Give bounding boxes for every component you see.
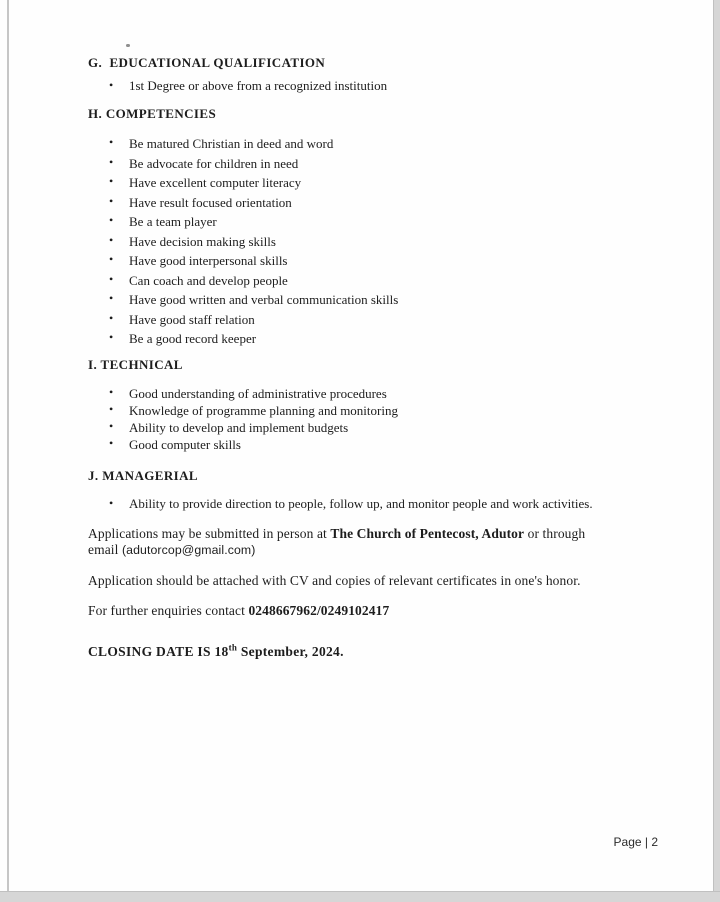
page-right-edge-strip bbox=[713, 0, 720, 902]
list-item-text: Ability to develop and implement budgets bbox=[129, 419, 349, 435]
bullet-icon: • bbox=[109, 232, 114, 247]
list-item bbox=[88, 419, 666, 436]
bullet-icon: • bbox=[109, 174, 114, 188]
managerial-list bbox=[88, 496, 666, 512]
bullet-icon: • bbox=[109, 135, 114, 149]
bullet-icon: • bbox=[109, 310, 114, 325]
list-item-text: Have good written and verbal communication skills bbox=[129, 292, 399, 307]
section-title: COMPETENCIES bbox=[105, 106, 217, 121]
submission-paragraph bbox=[88, 526, 666, 559]
list-item bbox=[88, 154, 666, 174]
page-bottom-edge-strip bbox=[0, 891, 720, 902]
section-title: EDUCATIONAL QUALIFICATION bbox=[109, 55, 326, 70]
closing-text-after: September, 2024. bbox=[237, 643, 344, 659]
technical-list bbox=[88, 385, 666, 453]
page-left-edge-line bbox=[7, 0, 9, 902]
section-heading-educational-qualification bbox=[88, 55, 666, 70]
list-item-text: Be advocate for children in need bbox=[129, 155, 299, 171]
enquiries-paragraph bbox=[88, 603, 666, 620]
list-item bbox=[88, 173, 666, 193]
bullet-icon: • bbox=[109, 252, 114, 266]
list-item bbox=[88, 251, 666, 271]
closing-date-line bbox=[88, 644, 666, 661]
list-item bbox=[88, 385, 666, 402]
list-item-text: Have result focused orientation bbox=[129, 194, 292, 210]
bullet-icon: • bbox=[109, 193, 114, 208]
list-item-text: Ability to provide direction to people, follow up, and monitor people and work activities. bbox=[129, 495, 593, 511]
stray-dot-mark bbox=[126, 44, 130, 47]
bullet-icon: • bbox=[109, 291, 114, 305]
list-item-text: Have good interpersonal skills bbox=[129, 253, 288, 268]
section-heading-competencies bbox=[88, 106, 666, 121]
bullet-icon: • bbox=[109, 213, 114, 227]
list-item-text: Can coach and develop people bbox=[129, 272, 288, 288]
list-item-text: Be a team player bbox=[129, 214, 217, 229]
bullet-icon: • bbox=[109, 154, 114, 169]
section-title: TECHNICAL bbox=[100, 356, 183, 372]
list-item bbox=[88, 193, 666, 213]
list-item-text: Good understanding of administrative procedures bbox=[129, 385, 387, 401]
section-label: G. bbox=[88, 55, 103, 70]
section-title: MANAGERIAL bbox=[102, 467, 198, 483]
list-item-text: Be a good record keeper bbox=[129, 331, 257, 346]
list-item-text: Knowledge of programme planning and monitoring bbox=[129, 402, 398, 418]
document-body bbox=[88, 55, 666, 660]
list-item bbox=[88, 436, 666, 453]
submission-text-after: or through bbox=[524, 525, 586, 541]
page-number: Page | 2 bbox=[613, 835, 658, 849]
bullet-icon: • bbox=[109, 384, 114, 399]
list-item-text: Have decision making skills bbox=[129, 233, 276, 249]
bullet-icon: • bbox=[109, 435, 114, 450]
section-heading-technical bbox=[88, 357, 666, 372]
list-item bbox=[88, 271, 666, 291]
bullet-icon: • bbox=[109, 78, 114, 92]
list-item-text: Good computer skills bbox=[129, 436, 241, 452]
list-item bbox=[88, 496, 666, 512]
section-label: H. bbox=[88, 106, 103, 121]
list-item bbox=[88, 310, 666, 330]
section-label: J. bbox=[88, 467, 99, 483]
church-name-bold: The Church of Pentecost, Adutor bbox=[330, 525, 525, 541]
list-item-text: Have excellent computer literacy bbox=[129, 175, 302, 190]
list-item bbox=[88, 290, 666, 310]
section-heading-managerial bbox=[88, 468, 666, 483]
ordinal-superscript: th bbox=[228, 642, 238, 652]
list-item-text: Be matured Christian in deed and word bbox=[129, 136, 334, 151]
competencies-list bbox=[88, 134, 666, 349]
enquiries-text: For further enquiries contact bbox=[88, 603, 249, 618]
phone-numbers: 0248667962/0249102417 bbox=[248, 603, 390, 618]
list-item bbox=[88, 212, 666, 232]
bullet-icon: • bbox=[109, 495, 114, 510]
email-address: (adutorcop@gmail.com) bbox=[121, 543, 256, 557]
list-item bbox=[88, 329, 666, 349]
list-item-text: 1st Degree or above from a recognized institution bbox=[129, 78, 388, 93]
bullet-icon: • bbox=[109, 401, 114, 416]
submission-text: Applications may be submitted in person at bbox=[88, 525, 331, 541]
bullet-icon: • bbox=[109, 418, 114, 433]
bullet-icon: • bbox=[109, 330, 114, 344]
list-item bbox=[88, 232, 666, 252]
submission-line2-prefix: email bbox=[88, 542, 122, 557]
attachment-paragraph: Application should be attached with CV and copies of relevant certificates in one's honor. bbox=[88, 572, 581, 588]
section-label: I. bbox=[88, 356, 98, 372]
list-item-text: Have good staff relation bbox=[129, 311, 255, 327]
list-item bbox=[88, 134, 666, 154]
bullet-icon: • bbox=[109, 271, 114, 286]
list-item bbox=[88, 402, 666, 419]
list-item bbox=[88, 78, 666, 94]
closing-text: CLOSING DATE IS 18 bbox=[88, 643, 229, 659]
educational-qualification-list bbox=[88, 78, 666, 94]
